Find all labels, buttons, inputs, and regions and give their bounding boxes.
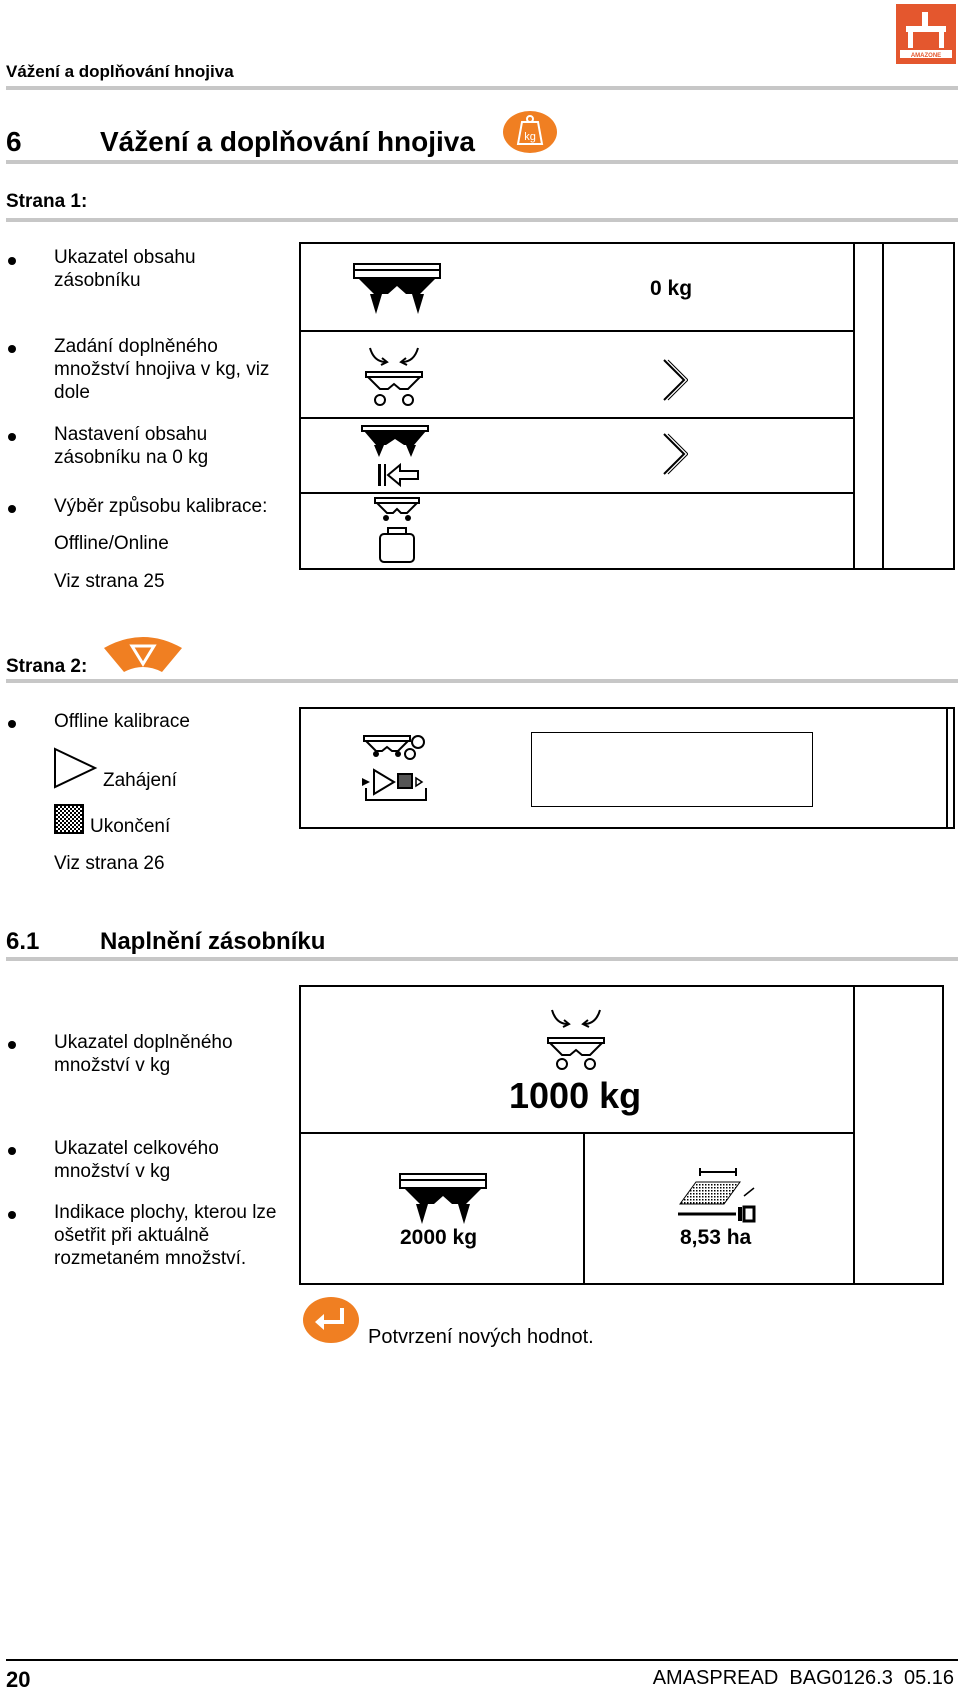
weight-kg-icon bbox=[502, 110, 558, 154]
hopper-full-icon bbox=[398, 1172, 488, 1226]
terminal-display-refill bbox=[299, 985, 944, 1285]
softkey-divider bbox=[853, 242, 855, 570]
amazone-logo bbox=[896, 4, 956, 64]
calib-option: Offline/Online bbox=[54, 533, 169, 554]
section-title: Naplnění zásobníku bbox=[100, 928, 326, 955]
chapter-title: Vážení a doplňování hnojiva bbox=[100, 126, 475, 157]
list-item: Ukazatel doplněného množství v kg bbox=[54, 1032, 233, 1076]
hopper-content-value: 0 kg bbox=[650, 277, 693, 300]
page1-rule bbox=[6, 218, 958, 222]
footer-rule bbox=[6, 1659, 958, 1661]
reset-hopper-icon bbox=[360, 424, 430, 488]
svg-text:kg: kg bbox=[524, 131, 536, 143]
bullet bbox=[8, 1147, 16, 1155]
document-id: AMASPREAD BAG0126.3 05.16 bbox=[652, 1667, 954, 1689]
chevron-right-icon[interactable] bbox=[660, 432, 688, 476]
page2-heading: Strana 2: bbox=[6, 656, 88, 677]
list-item: Offline kalibrace bbox=[54, 711, 190, 732]
running-header-title: Vážení a doplňování hnojiva bbox=[6, 62, 234, 81]
total-amount-value: 2000 kg bbox=[400, 1226, 478, 1249]
softkey-divider bbox=[882, 242, 884, 570]
bullet bbox=[8, 720, 16, 728]
page1-heading: Strana 1: bbox=[6, 191, 88, 212]
bullet bbox=[8, 433, 16, 441]
offline-calibration-icon bbox=[362, 732, 430, 804]
header-rule bbox=[6, 86, 958, 90]
page-number: 20 bbox=[6, 1667, 31, 1692]
list-item: Nastavení obsahu zásobníku na 0 kg bbox=[54, 424, 209, 468]
svg-text:AMAZONE: AMAZONE bbox=[910, 53, 942, 59]
bullet bbox=[8, 1211, 16, 1219]
list-item: Ukazatel celkového množství v kg bbox=[54, 1138, 219, 1182]
refill-hopper-icon bbox=[362, 344, 426, 410]
row-divider bbox=[299, 330, 855, 332]
start-triangle-icon bbox=[52, 746, 98, 790]
list-item: Indikace plochy, kterou lze ošetřit při aktuálně rozmetaném množství. bbox=[54, 1202, 277, 1269]
chevron-right-icon[interactable] bbox=[660, 358, 688, 402]
refill-amount-value: 1000 kg bbox=[509, 1075, 642, 1116]
page2-reference: Viz strana 26 bbox=[54, 853, 165, 874]
section-number: 6.1 bbox=[6, 928, 40, 955]
enter-key-icon[interactable] bbox=[302, 1296, 360, 1344]
confirm-text: Potvrzení nových hodnot. bbox=[368, 1326, 594, 1348]
softkey-divider bbox=[946, 707, 948, 829]
stop-square-icon bbox=[54, 804, 84, 834]
cell-divider bbox=[583, 1132, 585, 1285]
section-rule bbox=[6, 957, 958, 961]
page-down-key-icon[interactable] bbox=[102, 632, 184, 674]
bullet bbox=[8, 505, 16, 513]
row-divider bbox=[299, 492, 855, 494]
chapter-rule bbox=[6, 160, 958, 164]
softkey-divider bbox=[853, 985, 855, 1285]
row-divider bbox=[299, 417, 855, 419]
page2-rule bbox=[6, 679, 958, 683]
bullet bbox=[8, 345, 16, 353]
calibration-weighing-icon bbox=[372, 496, 422, 566]
row-divider bbox=[299, 1132, 855, 1134]
area-value: 8,53 ha bbox=[680, 1226, 752, 1249]
hopper-full-icon bbox=[352, 262, 442, 316]
list-item: Zadání doplněného množství hnojiva v kg, viz dole bbox=[54, 336, 270, 403]
list-item: Výběr způsobu kalibrace: bbox=[54, 496, 268, 517]
refill-hopper-icon bbox=[544, 1006, 608, 1074]
end-label: Ukončení bbox=[90, 816, 171, 837]
bullet bbox=[8, 1041, 16, 1049]
chapter-number: 6 bbox=[6, 126, 22, 157]
bullet bbox=[8, 257, 16, 265]
start-label: Zahájení bbox=[103, 770, 177, 791]
calibration-value-box bbox=[531, 732, 813, 807]
list-item: Ukazatel obsahu zásobníku bbox=[54, 247, 196, 291]
calib-reference: Viz strana 25 bbox=[54, 571, 165, 592]
area-field-icon bbox=[678, 1166, 758, 1226]
